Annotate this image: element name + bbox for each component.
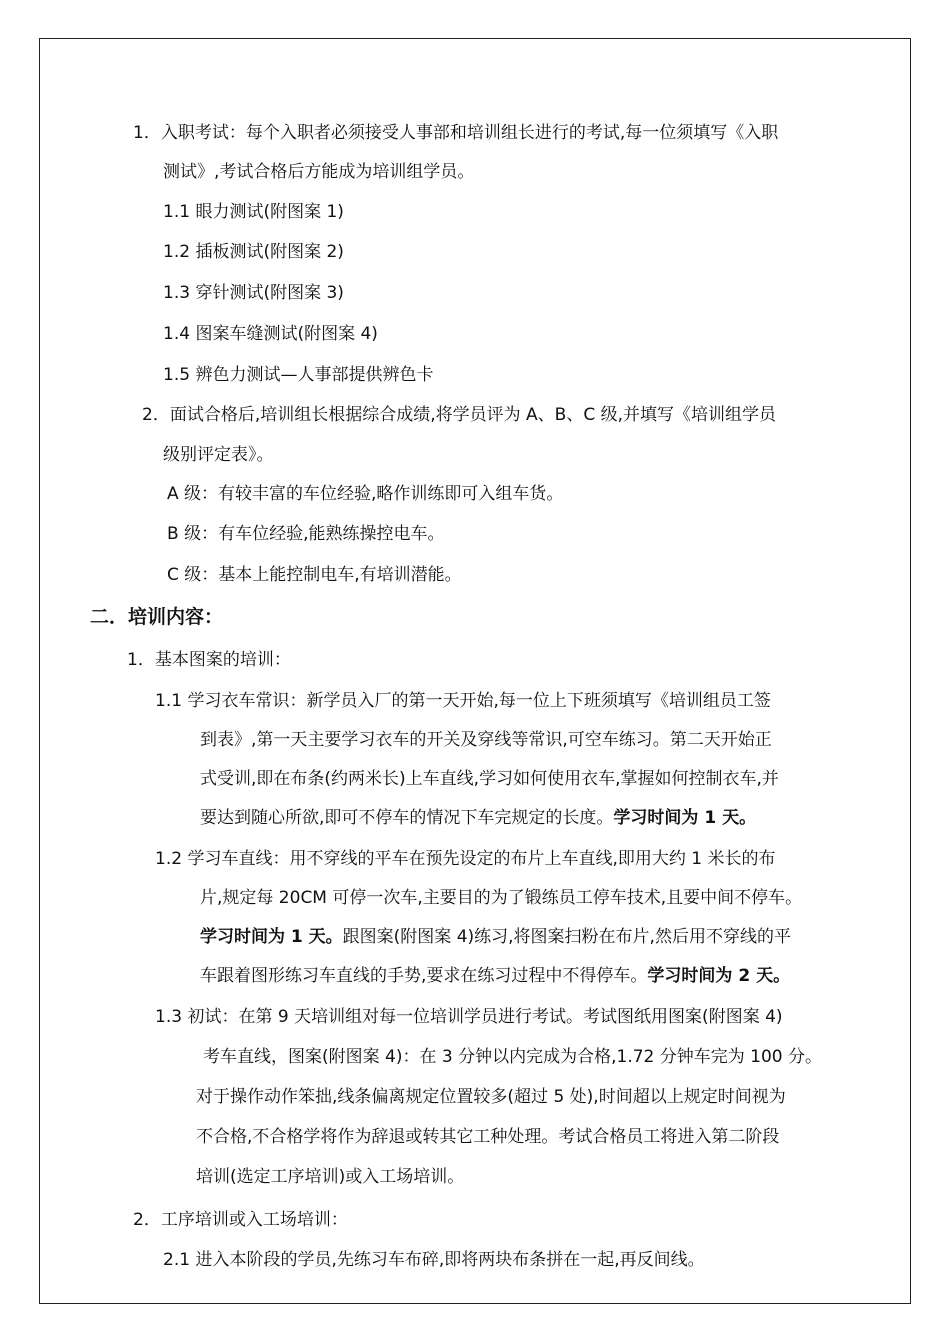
p11-duration: 学习时间为 1 天。: [613, 808, 757, 828]
item1-line1: 1．入职考试：每个入职者必须接受人事部和培训组长进行的考试,每一位须填写《入职: [133, 123, 779, 143]
p12-line4: [200, 964, 790, 988]
p11-line2: 到表》,第一天主要学习衣车的开关及穿线等常识,可空车练习。第二天开始正: [200, 730, 772, 750]
grade-a: A 级：有较丰富的车位经验,略作训练即可入组车货。: [167, 484, 564, 504]
p11-line4-text: 要达到随心所欲,即可不停车的情况下车完规定的长度。: [200, 808, 614, 828]
item1-line2: 测试》,考试合格后方能成为培训组学员。: [163, 162, 475, 182]
sub-item-1-3: 1.3 穿针测试(附图案 3): [163, 283, 344, 303]
sub-item-1-1: 1.1 眼力测试(附图案 1): [163, 202, 344, 222]
p11-line3: 式受训,即在布条(约两米长)上车直线,学习如何使用衣车,掌握如何控制衣车,并: [200, 769, 779, 789]
sub-item-1-5: 1.5 辨色力测试—人事部提供辨色卡: [163, 365, 434, 385]
item2-line2: 级别评定表》。: [163, 445, 274, 465]
grade-b: B 级：有车位经验,能熟练操控电车。: [167, 524, 445, 544]
p13-line4: 不合格,不合格学将作为辞退或转其它工种处理。考试合格员工将进入第二阶段: [196, 1127, 780, 1147]
p12-line3: [200, 925, 791, 949]
p12-duration-1: 学习时间为 1 天。: [200, 927, 343, 947]
p12-line3-text: 跟图案(附图案 4)练习,将图案扫粉在布片,然后用不穿线的平: [342, 927, 791, 947]
p12-line1: 1.2 学习车直线：用不穿线的平车在预先设定的布片上车直线,即用大约 1 米长的布: [155, 849, 776, 869]
p13-line5: 培训(选定工序培训)或入工场培训。: [196, 1167, 465, 1187]
p11-line4: [200, 806, 756, 830]
p13-line1: 1.3 初试：在第 9 天培训组对每一位培训学员进行考试。考试图纸用图案(附图案 4): [155, 1007, 783, 1027]
p13-line2: 考车直线，图案(附图案 4)：在 3 分钟以内完成为合格,1.72 分钟车完为 100 分。: [203, 1047, 823, 1067]
sub-item-1-2: 1.2 插板测试(附图案 2): [163, 242, 344, 262]
p11-line1: 1.1 学习衣车常识：新学员入厂的第一天开始,每一位上下班须填写《培训组员工签: [155, 691, 771, 711]
part2-title: 2．工序培训或入工场培训：: [133, 1210, 348, 1230]
item2-line1: 2．面试合格后,培训组长根据综合成绩,将学员评为 A、B、C 级,并填写《培训组学员: [142, 405, 776, 425]
section-heading: 二．培训内容：: [90, 606, 224, 628]
sub-item-1-4: 1.4 图案车缝测试(附图案 4): [163, 324, 378, 344]
p13-line3: 对于操作动作笨拙,线条偏离规定位置较多(超过 5 处),时间超以上规定时间视为: [196, 1087, 786, 1107]
p21-line1: 2.1 进入本阶段的学员,先练习车布碎,即将两块布条拼在一起,再反间线。: [163, 1250, 705, 1270]
p12-line2: 片,规定每 20CM 可停一次车,主要目的为了锻练员工停车技术,且要中间不停车。: [200, 888, 803, 908]
p12-duration-2: 学习时间为 2 天。: [647, 966, 791, 986]
grade-c: C 级：基本上能控制电车,有培训潜能。: [167, 565, 462, 585]
part1-title: 1．基本图案的培训：: [127, 650, 291, 670]
p12-line4-text: 车跟着图形练习车直线的手势,要求在练习过程中不得停车。: [200, 966, 648, 986]
